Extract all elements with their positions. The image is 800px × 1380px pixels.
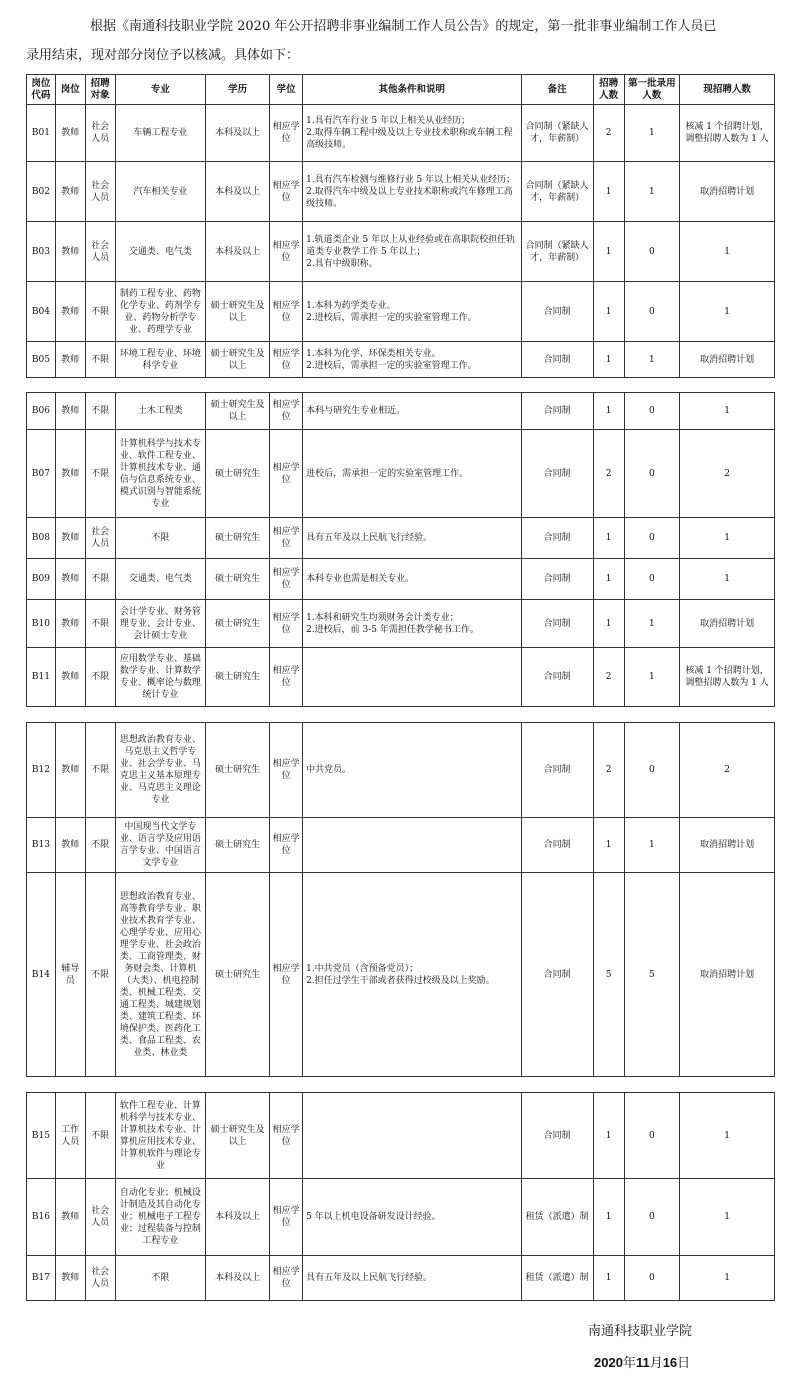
cell-cond: 1.中共党员（含预备党员）； 2.担任过学生干部或者获得过校级及以上奖励。 (303, 873, 521, 1077)
cell-num: 5 (593, 873, 624, 1077)
cell-major: 中国现当代文学专业、语言学及应用语言学专业、中国语言文学专业 (115, 818, 206, 873)
cell-edu: 本科及以上 (206, 1256, 270, 1301)
cell-cond (303, 648, 521, 707)
cell-code: B08 (27, 518, 56, 559)
cell-edu: 本科及以上 (206, 105, 270, 162)
cell-target: 不限 (85, 600, 115, 648)
cell-hired: 0 (624, 282, 680, 342)
cell-now: 1 (680, 1093, 775, 1179)
cell-hired: 0 (624, 559, 680, 600)
cell-target: 不限 (85, 1093, 115, 1179)
cell-hired: 1 (624, 105, 680, 162)
cell-post: 教师 (55, 818, 85, 873)
cell-cond: 本科与研究生专业相近。 (303, 393, 521, 430)
cell-edu: 硕士研究生 (206, 600, 270, 648)
cell-cond: 5 年以上机电设备研发设计经验。 (303, 1179, 521, 1256)
table-header-row (27, 75, 775, 105)
cell-note: 合同制 (521, 430, 593, 518)
column-header-degree: 学位 (270, 75, 303, 105)
cell-major: 软件工程专业、计算机科学与技术专业、计算机技术专业、计算机应用技术专业、计算机软件与理论专业 (115, 1093, 206, 1179)
cell-cond: 中共党员。 (303, 723, 521, 818)
cell-note: 合同制 (521, 723, 593, 818)
cell-now: 1 (680, 1179, 775, 1256)
date-day-char: 日 (677, 1356, 691, 1371)
cell-edu: 本科及以上 (206, 222, 270, 282)
cell-cond: 1.具有汽车行业 5 年以上相关从业经历； 2.取得车辆工程中级及以上专业技术职称或车辆工程高级技师。 (303, 105, 521, 162)
column-header-hired: 第一批录用人数 (624, 75, 680, 105)
cell-degree: 相应学位 (270, 105, 303, 162)
table-row (27, 600, 775, 648)
cell-now: 1 (680, 559, 775, 600)
cell-hired: 0 (624, 1256, 680, 1301)
cell-hired: 1 (624, 600, 680, 648)
cell-num: 1 (593, 518, 624, 559)
cell-note: 合同制 (521, 600, 593, 648)
cell-edu: 硕士研究生 (206, 648, 270, 707)
cell-degree: 相应学位 (270, 723, 303, 818)
cell-now: 核减 1 个招聘计划，调整招聘人数为 1 人 (680, 105, 775, 162)
cell-target: 不限 (85, 393, 115, 430)
cell-degree: 相应学位 (270, 873, 303, 1077)
table-row (27, 1093, 775, 1179)
footer-organization: 南通科技职业学院 (588, 1324, 693, 1339)
cell-major: 自动化专业；机械设计制造及其自动化专业；机械电子工程专业；过程装备与控制工程专业 (115, 1179, 206, 1256)
cell-post: 教师 (55, 342, 85, 378)
cell-cond: 1.本科和研究生均须财务会计类专业； 2.进校后，前 3-5 年需担任教学秘书工作。 (303, 600, 521, 648)
cell-now: 2 (680, 723, 775, 818)
cell-note: 合同制 (521, 873, 593, 1077)
cell-hired: 1 (624, 818, 680, 873)
column-header-num: 招聘人数 (593, 75, 624, 105)
cell-edu: 硕士研究生 (206, 723, 270, 818)
cell-now: 取消招聘计划 (680, 342, 775, 378)
cell-now: 取消招聘计划 (680, 873, 775, 1077)
column-header-edu: 学历 (206, 75, 270, 105)
cell-num: 1 (593, 1179, 624, 1256)
cell-note: 合同制 (521, 518, 593, 559)
cell-target: 不限 (85, 430, 115, 518)
cell-major: 应用数学专业、基础数学专业、计算数学专业、概率论与数理统计专业 (115, 648, 206, 707)
cell-hired: 0 (624, 393, 680, 430)
column-header-major: 专业 (115, 75, 206, 105)
column-header-cond: 其他条件和说明 (303, 75, 521, 105)
cell-degree: 相应学位 (270, 342, 303, 378)
cell-edu: 硕士研究生及以上 (206, 282, 270, 342)
cell-note: 合同制 (521, 1093, 593, 1179)
date-year: 2020 (594, 1355, 623, 1370)
intro-paragraph (26, 12, 774, 70)
cell-num: 2 (593, 723, 624, 818)
cell-num: 1 (593, 342, 624, 378)
cell-post: 教师 (55, 282, 85, 342)
table-row (27, 648, 775, 707)
cell-target: 不限 (85, 723, 115, 818)
cell-num: 1 (593, 1093, 624, 1179)
column-header-code: 岗位代码 (27, 75, 56, 105)
cell-post: 教师 (55, 723, 85, 818)
cell-target: 不限 (85, 342, 115, 378)
cell-note: 合同制 (521, 342, 593, 378)
cell-code: B02 (27, 162, 56, 222)
column-header-post: 岗位 (55, 75, 85, 105)
cell-major: 环境工程专业、环境科学专业 (115, 342, 206, 378)
cell-post: 教师 (55, 1256, 85, 1301)
cell-num: 1 (593, 559, 624, 600)
cell-now: 取消招聘计划 (680, 818, 775, 873)
cell-code: B03 (27, 222, 56, 282)
cell-code: B09 (27, 559, 56, 600)
cell-target: 社会人员 (85, 1179, 115, 1256)
cell-num: 2 (593, 105, 624, 162)
cell-target: 社会人员 (85, 222, 115, 282)
cell-num: 1 (593, 282, 624, 342)
cell-code: B01 (27, 105, 56, 162)
cell-code: B12 (27, 723, 56, 818)
cell-cond: 本科专业也需是相关专业。 (303, 559, 521, 600)
cell-cond: 1.本科为药学类专业。 2.进校后，需承担一定的实验室管理工作。 (303, 282, 521, 342)
cell-now: 1 (680, 518, 775, 559)
cell-post: 教师 (55, 162, 85, 222)
posts-table-section (26, 1092, 775, 1301)
cell-now: 取消招聘计划 (680, 600, 775, 648)
cell-degree: 相应学位 (270, 430, 303, 518)
cell-degree: 相应学位 (270, 282, 303, 342)
cell-hired: 0 (624, 430, 680, 518)
posts-table-section (26, 872, 775, 1077)
cell-degree: 相应学位 (270, 559, 303, 600)
cell-edu: 本科及以上 (206, 162, 270, 222)
table-row (27, 430, 775, 518)
cell-now: 1 (680, 1256, 775, 1301)
cell-code: B10 (27, 600, 56, 648)
table-row (27, 559, 775, 600)
cell-note: 租赁（派遣）制 (521, 1256, 593, 1301)
table-row (27, 873, 775, 1077)
cell-now: 1 (680, 282, 775, 342)
cell-target: 社会人员 (85, 162, 115, 222)
cell-hired: 1 (624, 162, 680, 222)
table-row (27, 1179, 775, 1256)
cell-code: B04 (27, 282, 56, 342)
cell-num: 1 (593, 393, 624, 430)
cell-degree: 相应学位 (270, 222, 303, 282)
table-row (27, 282, 775, 342)
date-day: 16 (662, 1355, 678, 1370)
cell-code: B17 (27, 1256, 56, 1301)
cell-post: 教师 (55, 430, 85, 518)
cell-edu: 硕士研究生 (206, 518, 270, 559)
cell-cond (303, 818, 521, 873)
cell-code: B16 (27, 1179, 56, 1256)
table-row (27, 222, 775, 282)
cell-cond: 1.轨道类企业 5 年以上从业经验或在高职院校担任轨道类专业教学工作 5 年以上； 2.具有中级职称。 (303, 222, 521, 282)
cell-edu: 硕士研究生 (206, 818, 270, 873)
cell-edu: 硕士研究生 (206, 430, 270, 518)
table-row (27, 105, 775, 162)
cell-num: 1 (593, 600, 624, 648)
cell-code: B07 (27, 430, 56, 518)
cell-note: 合同制 (521, 559, 593, 600)
date-month: 11 (635, 1355, 650, 1370)
cell-edu: 硕士研究生及以上 (206, 1093, 270, 1179)
cell-post: 教师 (55, 559, 85, 600)
cell-cond: 具有五年及以上民航飞行经验。 (303, 518, 521, 559)
cell-post: 教师 (55, 222, 85, 282)
table-row (27, 518, 775, 559)
date-year-char: 年 (622, 1356, 636, 1371)
intro-line-2: 录用结束，现对部分岗位予以核减。具体如下： (26, 48, 300, 63)
footer-date (594, 1352, 690, 1371)
cell-hired: 1 (624, 342, 680, 378)
cell-degree: 相应学位 (270, 818, 303, 873)
table-row (27, 1256, 775, 1301)
cell-target: 社会人员 (85, 518, 115, 559)
cell-hired: 1 (624, 648, 680, 707)
cell-target: 社会人员 (85, 1256, 115, 1301)
cell-target: 社会人员 (85, 105, 115, 162)
table-row (27, 342, 775, 378)
cell-note: 合同制 (521, 818, 593, 873)
cell-num: 2 (593, 648, 624, 707)
cell-hired: 0 (624, 723, 680, 818)
cell-target: 不限 (85, 559, 115, 600)
table-row (27, 162, 775, 222)
cell-edu: 硕士研究生 (206, 873, 270, 1077)
cell-code: B13 (27, 818, 56, 873)
cell-major: 不限 (115, 1256, 206, 1301)
cell-major: 不限 (115, 518, 206, 559)
cell-major: 车辆工程专业 (115, 105, 206, 162)
cell-target: 不限 (85, 648, 115, 707)
cell-major: 会计学专业、财务管理专业、会计专业、会计硕士专业 (115, 600, 206, 648)
date-month-char: 月 (649, 1356, 663, 1371)
cell-post: 工作人员 (55, 1093, 85, 1179)
cell-now: 1 (680, 222, 775, 282)
cell-target: 不限 (85, 873, 115, 1077)
cell-note: 合同制（紧缺人才，年薪制） (521, 105, 593, 162)
table-row (27, 393, 775, 430)
cell-num: 1 (593, 1256, 624, 1301)
cell-major: 思想政治教育专业、高等教育学专业、职业技术教育学专业、心理学专业、应用心理学专业、社会政治类、工商管理类、财务财会类、计算机（大类）、机电控制类、机械工程类、交通工程类、城建规划类、建筑工程类、环境保护类、医药化工类、食品工程类、农业类、林业类 (115, 873, 206, 1077)
cell-now: 1 (680, 393, 775, 430)
cell-note: 合同制（紧缺人才，年薪制） (521, 162, 593, 222)
cell-post: 教师 (55, 600, 85, 648)
cell-code: B14 (27, 873, 56, 1077)
cell-target: 不限 (85, 818, 115, 873)
cell-note: 租赁（派遣）制 (521, 1179, 593, 1256)
cell-degree: 相应学位 (270, 600, 303, 648)
cell-post: 教师 (55, 648, 85, 707)
cell-degree: 相应学位 (270, 518, 303, 559)
cell-cond: 1.具有汽车检测与维修行业 5 年以上相关从业经历； 2.取得汽车中级及以上专业技术职称或汽车修理工高级技师。 (303, 162, 521, 222)
cell-post: 辅导员 (55, 873, 85, 1077)
cell-post: 教师 (55, 518, 85, 559)
posts-table-section (26, 74, 775, 378)
cell-note: 合同制（紧缺人才，年薪制） (521, 222, 593, 282)
cell-edu: 硕士研究生 (206, 559, 270, 600)
cell-major: 交通类、电气类 (115, 222, 206, 282)
cell-edu: 本科及以上 (206, 1179, 270, 1256)
cell-num: 1 (593, 162, 624, 222)
cell-target: 不限 (85, 282, 115, 342)
table-row (27, 723, 775, 818)
posts-table-section (26, 722, 775, 873)
cell-cond: 1.本科为化学、环保类相关专业。 2.进校后，需承担一定的实验室管理工作。 (303, 342, 521, 378)
cell-code: B06 (27, 393, 56, 430)
cell-code: B11 (27, 648, 56, 707)
table-row (27, 818, 775, 873)
cell-major: 土木工程类 (115, 393, 206, 430)
cell-cond: 进校后，需承担一定的实验室管理工作。 (303, 430, 521, 518)
cell-hired: 0 (624, 1093, 680, 1179)
cell-note: 合同制 (521, 648, 593, 707)
cell-post: 教师 (55, 393, 85, 430)
cell-num: 2 (593, 430, 624, 518)
cell-note: 合同制 (521, 393, 593, 430)
cell-now: 核减 1 个招聘计划，调整招聘人数为 1 人 (680, 648, 775, 707)
cell-code: B15 (27, 1093, 56, 1179)
cell-degree: 相应学位 (270, 1093, 303, 1179)
posts-table-section (26, 392, 775, 707)
cell-degree: 相应学位 (270, 393, 303, 430)
column-header-now: 现招聘人数 (680, 75, 775, 105)
cell-hired: 5 (624, 873, 680, 1077)
cell-major: 计算机科学与技术专业、软件工程专业、计算机技术专业、通信与信息系统专业、模式识别与智能系统专业 (115, 430, 206, 518)
column-header-note: 备注 (521, 75, 593, 105)
cell-degree: 相应学位 (270, 648, 303, 707)
cell-code: B05 (27, 342, 56, 378)
cell-edu: 硕士研究生及以上 (206, 342, 270, 378)
cell-hired: 0 (624, 1179, 680, 1256)
cell-now: 取消招聘计划 (680, 162, 775, 222)
cell-hired: 0 (624, 222, 680, 282)
cell-degree: 相应学位 (270, 1179, 303, 1256)
cell-major: 制药工程专业、药物化学专业、药剂学专业、药物分析学专业、药理学专业 (115, 282, 206, 342)
cell-note: 合同制 (521, 282, 593, 342)
cell-post: 教师 (55, 1179, 85, 1256)
cell-major: 思想政治教育专业、马克思主义哲学专业、社会学专业、马克思主义基本原理专业、马克思主义理论专业 (115, 723, 206, 818)
cell-post: 教师 (55, 105, 85, 162)
cell-major: 汽车相关专业 (115, 162, 206, 222)
cell-edu: 硕士研究生及以上 (206, 393, 270, 430)
cell-num: 1 (593, 222, 624, 282)
cell-hired: 0 (624, 518, 680, 559)
cell-degree: 相应学位 (270, 162, 303, 222)
intro-line-1: 根据《南通科技职业学院 2020 年公开招聘非事业编制工作人员公告》的规定，第一批非事业编制工作人员已 (90, 19, 717, 34)
cell-num: 1 (593, 818, 624, 873)
cell-cond (303, 1093, 521, 1179)
cell-now: 2 (680, 430, 775, 518)
column-header-target: 招聘对象 (85, 75, 115, 105)
cell-cond: 具有五年及以上民航飞行经验。 (303, 1256, 521, 1301)
cell-degree: 相应学位 (270, 1256, 303, 1301)
cell-major: 交通类、电气类 (115, 559, 206, 600)
